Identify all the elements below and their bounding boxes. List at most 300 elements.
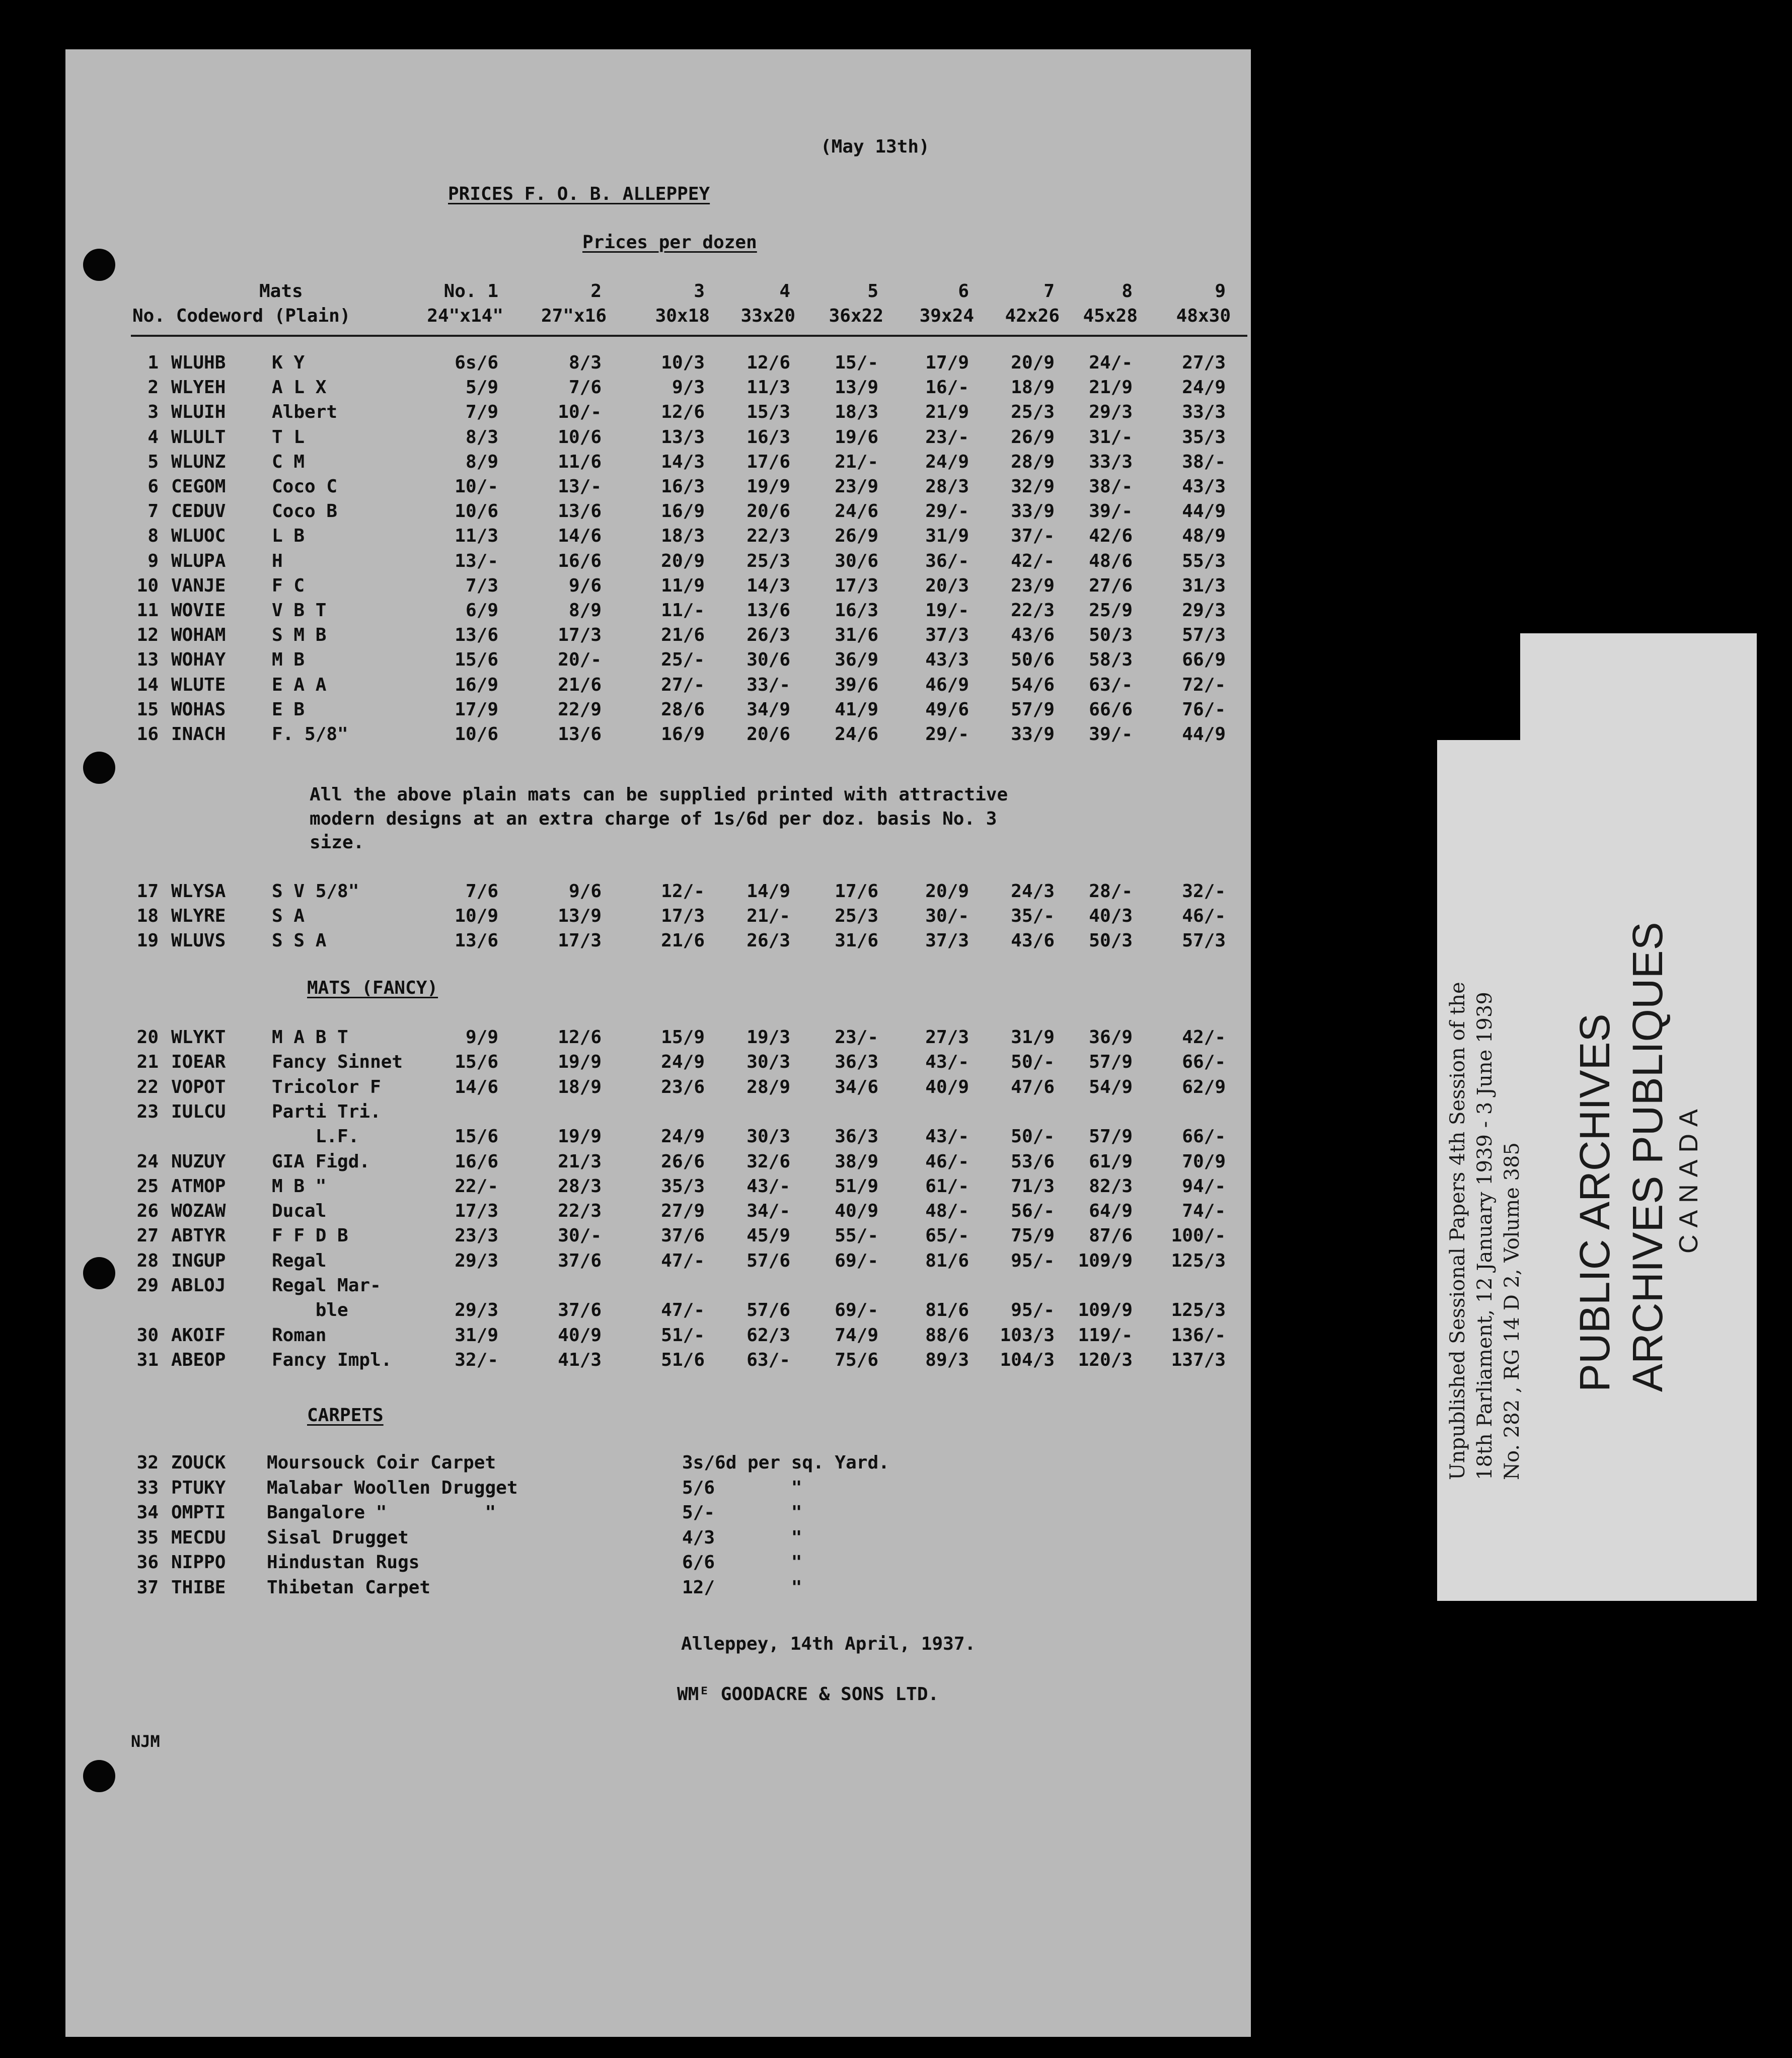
price-cell: 10/6 — [558, 426, 602, 448]
row-description: Hindustan Rugs — [267, 1552, 420, 1573]
price-cell: 25/9 — [1089, 600, 1133, 621]
carpet-price: 5/- " — [682, 1502, 802, 1523]
price-cell: 136/- — [1171, 1325, 1226, 1346]
price-cell: 27/- — [661, 674, 705, 695]
price-cell: 20/3 — [925, 575, 969, 596]
row-number: 1 — [147, 352, 159, 373]
row-number: 20 — [136, 1027, 159, 1048]
label-tab — [1520, 633, 1757, 742]
price-cell: 43/- — [925, 1126, 969, 1147]
initials: NJM — [131, 1732, 160, 1751]
price-cell: 31/9 — [925, 526, 969, 547]
price-cell: 24/9 — [661, 1126, 705, 1147]
row-codeword: VANJE — [171, 575, 226, 596]
carpet-price: 3s/6d per sq. Yard. — [682, 1452, 889, 1473]
row-number: 6 — [147, 476, 159, 497]
price-cell: 36/9 — [835, 649, 878, 671]
row-description: V B T — [272, 600, 327, 621]
price-cell: 19/6 — [835, 426, 878, 448]
price-cell: 55/3 — [1182, 550, 1226, 571]
row-codeword: WOVIE — [171, 600, 226, 621]
size-dimension: 24"x14" — [427, 306, 503, 326]
carpet-price: 6/6 " — [682, 1552, 802, 1573]
row-codeword: IULCU — [171, 1101, 226, 1122]
price-cell: 125/3 — [1171, 1250, 1226, 1271]
row-description: Malabar Woollen Drugget — [267, 1477, 518, 1498]
row-description: ble — [272, 1300, 348, 1321]
price-cell: 25/3 — [835, 906, 878, 926]
price-cell: 51/6 — [661, 1349, 705, 1370]
row-description: F. 5/8" — [272, 724, 348, 745]
row-description: Parti Tri. — [272, 1101, 381, 1122]
price-cell: 15/- — [835, 352, 878, 373]
price-cell: 31/- — [1089, 426, 1133, 448]
price-cell: 17/3 — [558, 930, 602, 951]
price-cell: 16/6 — [455, 1151, 498, 1172]
price-cell: 25/3 — [1011, 402, 1055, 423]
price-cell: 56/- — [1011, 1201, 1055, 1222]
price-cell: 28/6 — [661, 699, 705, 720]
price-cell: 19/9 — [558, 1126, 602, 1147]
note-line: modern designs at an extra charge of 1s/6d per doz. basis No. 3 — [310, 808, 997, 829]
price-cell: 8/9 — [465, 451, 498, 472]
header-mats: Mats — [259, 281, 303, 302]
row-codeword: WLULT — [171, 426, 226, 448]
price-cell: 28/- — [1089, 881, 1133, 902]
place-date: Alleppey, 14th April, 1937. — [681, 1634, 976, 1654]
price-cell: 9/6 — [568, 575, 602, 596]
row-number: 5 — [147, 451, 159, 472]
price-cell: 65/- — [925, 1225, 969, 1246]
stamp-line: CANADA — [1674, 1102, 1703, 1254]
price-cell: 10/3 — [661, 352, 705, 373]
row-codeword: INACH — [171, 724, 226, 745]
price-cell: 42/6 — [1089, 526, 1133, 547]
document-page — [65, 49, 1251, 2037]
price-cell: 48/6 — [1089, 550, 1133, 571]
price-cell: 18/3 — [835, 402, 878, 423]
price-cell: 9/3 — [671, 377, 705, 398]
price-cell: 57/3 — [1182, 625, 1226, 646]
row-description: Tricolor F — [272, 1076, 381, 1097]
price-cell: 17/3 — [835, 575, 878, 596]
price-cell: 50/3 — [1089, 625, 1133, 646]
row-codeword: WLYKT — [171, 1027, 226, 1048]
price-cell: 12/6 — [746, 352, 790, 373]
row-codeword: ZOUCK — [171, 1452, 226, 1473]
row-description: F C — [272, 575, 305, 596]
row-number: 37 — [136, 1577, 159, 1598]
price-cell: 22/9 — [558, 699, 602, 720]
row-description: Coco C — [272, 476, 338, 497]
price-cell: 71/3 — [1011, 1175, 1055, 1197]
row-number: 9 — [147, 550, 159, 571]
price-cell: 43/- — [746, 1175, 790, 1197]
price-cell: 47/6 — [1011, 1076, 1055, 1097]
price-cell: 30/- — [558, 1225, 602, 1246]
price-cell: 76/- — [1182, 699, 1226, 720]
row-number: 8 — [147, 526, 159, 547]
row-codeword: ABEOP — [171, 1349, 226, 1370]
price-cell: 13/9 — [558, 906, 602, 926]
price-cell: 58/3 — [1089, 649, 1133, 671]
price-cell: 40/9 — [558, 1325, 602, 1346]
row-number: 25 — [136, 1175, 159, 1197]
price-cell: 16/3 — [835, 600, 878, 621]
price-cell: 17/6 — [746, 451, 790, 472]
price-cell: 48/- — [925, 1201, 969, 1222]
size-dimension: 33x20 — [740, 306, 795, 326]
row-description: C M — [272, 451, 305, 472]
row-description: E A A — [272, 674, 327, 695]
price-cell: 31/3 — [1182, 575, 1226, 596]
size-dimension: 36x22 — [829, 306, 883, 326]
price-cell: 7/6 — [465, 881, 498, 902]
price-cell: 22/3 — [1011, 600, 1055, 621]
price-cell: 17/3 — [558, 625, 602, 646]
price-cell: 21/6 — [661, 930, 705, 951]
price-cell: 7/9 — [465, 402, 498, 423]
row-description: Regal — [272, 1250, 327, 1271]
row-number: 26 — [136, 1201, 159, 1222]
price-cell: 51/- — [661, 1325, 705, 1346]
price-cell: 22/3 — [746, 526, 790, 547]
row-description: S A — [272, 906, 305, 926]
row-description: Moursouck Coir Carpet — [267, 1452, 496, 1473]
price-cell: 5/9 — [465, 377, 498, 398]
row-codeword: MECDU — [171, 1527, 226, 1548]
row-description: M B " — [272, 1175, 327, 1197]
price-cell: 74/9 — [835, 1325, 878, 1346]
punch-hole — [83, 1760, 115, 1792]
price-cell: 19/- — [925, 600, 969, 621]
price-cell: 8/3 — [465, 426, 498, 448]
size-number: 4 — [779, 281, 790, 302]
price-cell: 66/9 — [1182, 649, 1226, 671]
price-cell: 13/3 — [661, 426, 705, 448]
price-cell: 48/9 — [1182, 526, 1226, 547]
row-number: 19 — [136, 930, 159, 951]
row-number: 4 — [147, 426, 159, 448]
price-cell: 13/6 — [558, 501, 602, 522]
price-cell: 16/9 — [661, 724, 705, 745]
price-cell: 37/6 — [558, 1300, 602, 1321]
row-number: 14 — [136, 674, 159, 695]
price-cell: 14/3 — [746, 575, 790, 596]
row-codeword: WLUVS — [171, 930, 226, 951]
carpet-price: 5/6 " — [682, 1477, 802, 1498]
price-cell: 24/9 — [661, 1052, 705, 1073]
row-codeword: CEGOM — [171, 476, 226, 497]
price-cell: 81/6 — [925, 1300, 969, 1321]
row-description: A L X — [272, 377, 327, 398]
price-cell: 7/6 — [568, 377, 602, 398]
price-cell: 17/9 — [455, 699, 498, 720]
price-cell: 31/9 — [1011, 1027, 1055, 1048]
note-line: All the above plain mats can be supplied printed with attractive — [310, 784, 1008, 805]
price-cell: 13/6 — [746, 600, 790, 621]
size-dimension: 27"x16 — [541, 306, 607, 326]
row-codeword: WLYRE — [171, 906, 226, 926]
price-cell: 15/6 — [455, 1052, 498, 1073]
price-cell: 57/6 — [746, 1300, 790, 1321]
price-cell: 14/9 — [746, 881, 790, 902]
price-cell: 81/6 — [925, 1250, 969, 1271]
price-cell: 19/9 — [746, 476, 790, 497]
price-cell: 120/3 — [1078, 1349, 1133, 1370]
price-cell: 61/9 — [1089, 1151, 1133, 1172]
price-cell: 31/6 — [835, 930, 878, 951]
price-cell: 54/6 — [1011, 674, 1055, 695]
price-cell: 45/9 — [746, 1225, 790, 1246]
size-number: 7 — [1043, 281, 1055, 302]
price-cell: 42/- — [1011, 550, 1055, 571]
price-cell: 22/3 — [558, 1201, 602, 1222]
row-description: L B — [272, 526, 305, 547]
price-cell: 17/3 — [661, 906, 705, 926]
price-cell: 46/- — [925, 1151, 969, 1172]
row-number: 23 — [136, 1101, 159, 1122]
price-cell: 20/6 — [746, 501, 790, 522]
price-cell: 19/9 — [558, 1052, 602, 1073]
price-cell: 39/- — [1089, 501, 1133, 522]
row-codeword: VOPOT — [171, 1076, 226, 1097]
price-cell: 32/- — [455, 1349, 498, 1370]
price-cell: 38/- — [1182, 451, 1226, 472]
price-cell: 44/9 — [1182, 501, 1226, 522]
catalog-line: 18th Parliament, 12 January 1939 - 3 June 1939 — [1473, 992, 1497, 1480]
price-cell: 39/6 — [835, 674, 878, 695]
row-number: 3 — [147, 402, 159, 423]
price-cell: 74/- — [1182, 1201, 1226, 1222]
row-description: M B — [272, 649, 305, 671]
size-number: 6 — [958, 281, 969, 302]
row-codeword: ABLOJ — [171, 1275, 226, 1296]
size-number: 3 — [694, 281, 705, 302]
row-codeword: NIPPO — [171, 1552, 226, 1573]
row-description: K Y — [272, 352, 305, 373]
price-cell: 75/9 — [1011, 1225, 1055, 1246]
price-cell: 23/9 — [1011, 575, 1055, 596]
price-cell: 40/3 — [1089, 906, 1133, 926]
price-cell: 34/6 — [835, 1076, 878, 1097]
fancy-heading: MATS (FANCY) — [307, 978, 438, 998]
price-cell: 55/- — [835, 1225, 878, 1246]
price-cell: 6s/6 — [455, 352, 498, 373]
row-description: Ducal — [272, 1201, 327, 1222]
row-number: 24 — [136, 1151, 159, 1172]
price-cell: 13/6 — [558, 724, 602, 745]
row-description: Thibetan Carpet — [267, 1577, 431, 1598]
price-cell: 23/3 — [455, 1225, 498, 1246]
price-cell: 50/3 — [1089, 930, 1133, 951]
row-number: 12 — [136, 625, 159, 646]
price-cell: 27/9 — [661, 1201, 705, 1222]
price-cell: 21/6 — [558, 674, 602, 695]
price-cell: 40/9 — [835, 1201, 878, 1222]
price-cell: 14/6 — [558, 526, 602, 547]
row-codeword: ATMOP — [171, 1175, 226, 1197]
price-cell: 103/3 — [1000, 1325, 1055, 1346]
price-cell: 15/6 — [455, 1126, 498, 1147]
price-cell: 34/9 — [746, 699, 790, 720]
price-cell: 125/3 — [1171, 1300, 1226, 1321]
price-cell: 72/- — [1182, 674, 1226, 695]
price-cell: 7/3 — [465, 575, 498, 596]
price-cell: 57/9 — [1011, 699, 1055, 720]
row-description: F F D B — [272, 1225, 348, 1246]
price-cell: 11/- — [661, 600, 705, 621]
price-cell: 29/3 — [455, 1300, 498, 1321]
price-cell: 137/3 — [1171, 1349, 1226, 1370]
row-codeword: PTUKY — [171, 1477, 226, 1498]
price-cell: 35/3 — [1182, 426, 1226, 448]
price-cell: 66/6 — [1089, 699, 1133, 720]
header-codeword: No. Codeword (Plain) — [132, 306, 351, 326]
price-cell: 13/6 — [455, 930, 498, 951]
price-cell: 36/3 — [835, 1126, 878, 1147]
price-cell: 82/3 — [1089, 1175, 1133, 1197]
row-number: 11 — [136, 600, 159, 621]
price-cell: 75/6 — [835, 1349, 878, 1370]
price-cell: 43/3 — [925, 649, 969, 671]
price-cell: 38/9 — [835, 1151, 878, 1172]
carpet-price: 12/ " — [682, 1577, 802, 1598]
row-number: 35 — [136, 1527, 159, 1548]
price-cell: 88/6 — [925, 1325, 969, 1346]
price-cell: 15/9 — [661, 1027, 705, 1048]
row-number: 17 — [136, 881, 159, 902]
price-cell: 30/- — [925, 906, 969, 926]
price-cell: 33/9 — [1011, 724, 1055, 745]
price-cell: 40/9 — [925, 1076, 969, 1097]
price-cell: 18/3 — [661, 526, 705, 547]
price-cell: 24/9 — [925, 451, 969, 472]
price-cell: 43/6 — [1011, 625, 1055, 646]
price-cell: 32/- — [1182, 881, 1226, 902]
row-description: S M B — [272, 625, 327, 646]
price-cell: 36/- — [925, 550, 969, 571]
size-dimension: 42x26 — [1005, 306, 1060, 326]
price-cell: 9/6 — [568, 881, 602, 902]
price-cell: 13/- — [558, 476, 602, 497]
row-codeword: WOZAW — [171, 1201, 226, 1222]
row-description: E B — [272, 699, 305, 720]
row-number: 30 — [136, 1325, 159, 1346]
price-cell: 10/- — [558, 402, 602, 423]
row-number: 15 — [136, 699, 159, 720]
price-cell: 8/9 — [568, 600, 602, 621]
row-codeword: WOHAS — [171, 699, 226, 720]
punch-hole — [83, 249, 115, 281]
price-cell: 30/6 — [746, 649, 790, 671]
price-cell: 9/9 — [465, 1027, 498, 1048]
price-cell: 16/6 — [558, 550, 602, 571]
price-cell: 63/- — [746, 1349, 790, 1370]
price-cell: 109/9 — [1078, 1300, 1133, 1321]
price-cell: 27/6 — [1089, 575, 1133, 596]
price-cell: 10/6 — [455, 501, 498, 522]
price-cell: 37/- — [1011, 526, 1055, 547]
size-dimension: 30x18 — [655, 306, 710, 326]
price-cell: 13/9 — [835, 377, 878, 398]
price-cell: 24/9 — [1182, 377, 1226, 398]
price-cell: 25/3 — [746, 550, 790, 571]
price-cell: 15/6 — [455, 649, 498, 671]
price-cell: 41/3 — [558, 1349, 602, 1370]
row-codeword: CEDUV — [171, 501, 226, 522]
price-cell: 17/9 — [925, 352, 969, 373]
header-rule — [131, 335, 1247, 337]
price-cell: 36/9 — [1089, 1027, 1133, 1048]
price-cell: 28/9 — [1011, 451, 1055, 472]
row-number: 31 — [136, 1349, 159, 1370]
row-codeword: WLYSA — [171, 881, 226, 902]
price-cell: 23/- — [835, 1027, 878, 1048]
size-number: 8 — [1122, 281, 1133, 302]
price-cell: 47/- — [661, 1300, 705, 1321]
row-description: Roman — [272, 1325, 327, 1346]
price-cell: 35/3 — [661, 1175, 705, 1197]
price-cell: 62/9 — [1182, 1076, 1226, 1097]
price-cell: 12/6 — [558, 1027, 602, 1048]
row-description: S S A — [272, 930, 327, 951]
price-cell: 20/- — [558, 649, 602, 671]
price-cell: 54/9 — [1089, 1076, 1133, 1097]
price-cell: 53/6 — [1011, 1151, 1055, 1172]
price-cell: 41/9 — [835, 699, 878, 720]
price-cell: 69/- — [835, 1250, 878, 1271]
note-line: size. — [310, 832, 364, 853]
price-cell: 20/9 — [925, 881, 969, 902]
price-cell: 39/- — [1089, 724, 1133, 745]
price-cell: 87/6 — [1089, 1225, 1133, 1246]
price-cell: 109/9 — [1078, 1250, 1133, 1271]
price-cell: 33/3 — [1182, 402, 1226, 423]
price-cell: 24/3 — [1011, 881, 1055, 902]
row-description: S V 5/8" — [272, 881, 359, 902]
price-cell: 51/9 — [835, 1175, 878, 1197]
price-cell: 30/6 — [835, 550, 878, 571]
price-cell: 37/3 — [925, 930, 969, 951]
price-cell: 66/- — [1182, 1126, 1226, 1147]
price-cell: 69/- — [835, 1300, 878, 1321]
row-number: 32 — [136, 1452, 159, 1473]
row-codeword: WOHAM — [171, 625, 226, 646]
price-cell: 27/3 — [1182, 352, 1226, 373]
stamp-line: PUBLIC ARCHIVES — [1571, 1013, 1618, 1392]
row-description: Coco B — [272, 501, 338, 522]
row-codeword: WLUIH — [171, 402, 226, 423]
price-cell: 29/- — [925, 501, 969, 522]
row-number: 36 — [136, 1552, 159, 1573]
price-cell: 50/- — [1011, 1126, 1055, 1147]
price-cell: 42/- — [1182, 1027, 1226, 1048]
price-cell: 26/3 — [746, 930, 790, 951]
size-dimension: 39x24 — [919, 306, 974, 326]
size-number: 5 — [867, 281, 878, 302]
row-number: 29 — [136, 1275, 159, 1296]
size-dimension: 48x30 — [1176, 306, 1231, 326]
price-cell: 20/9 — [1011, 352, 1055, 373]
price-cell: 33/3 — [1089, 451, 1133, 472]
price-cell: 62/3 — [746, 1325, 790, 1346]
row-description: Regal Mar- — [272, 1275, 381, 1296]
price-cell: 31/9 — [455, 1325, 498, 1346]
price-cell: 17/3 — [455, 1201, 498, 1222]
price-cell: 14/6 — [455, 1076, 498, 1097]
row-codeword: WLUHB — [171, 352, 226, 373]
